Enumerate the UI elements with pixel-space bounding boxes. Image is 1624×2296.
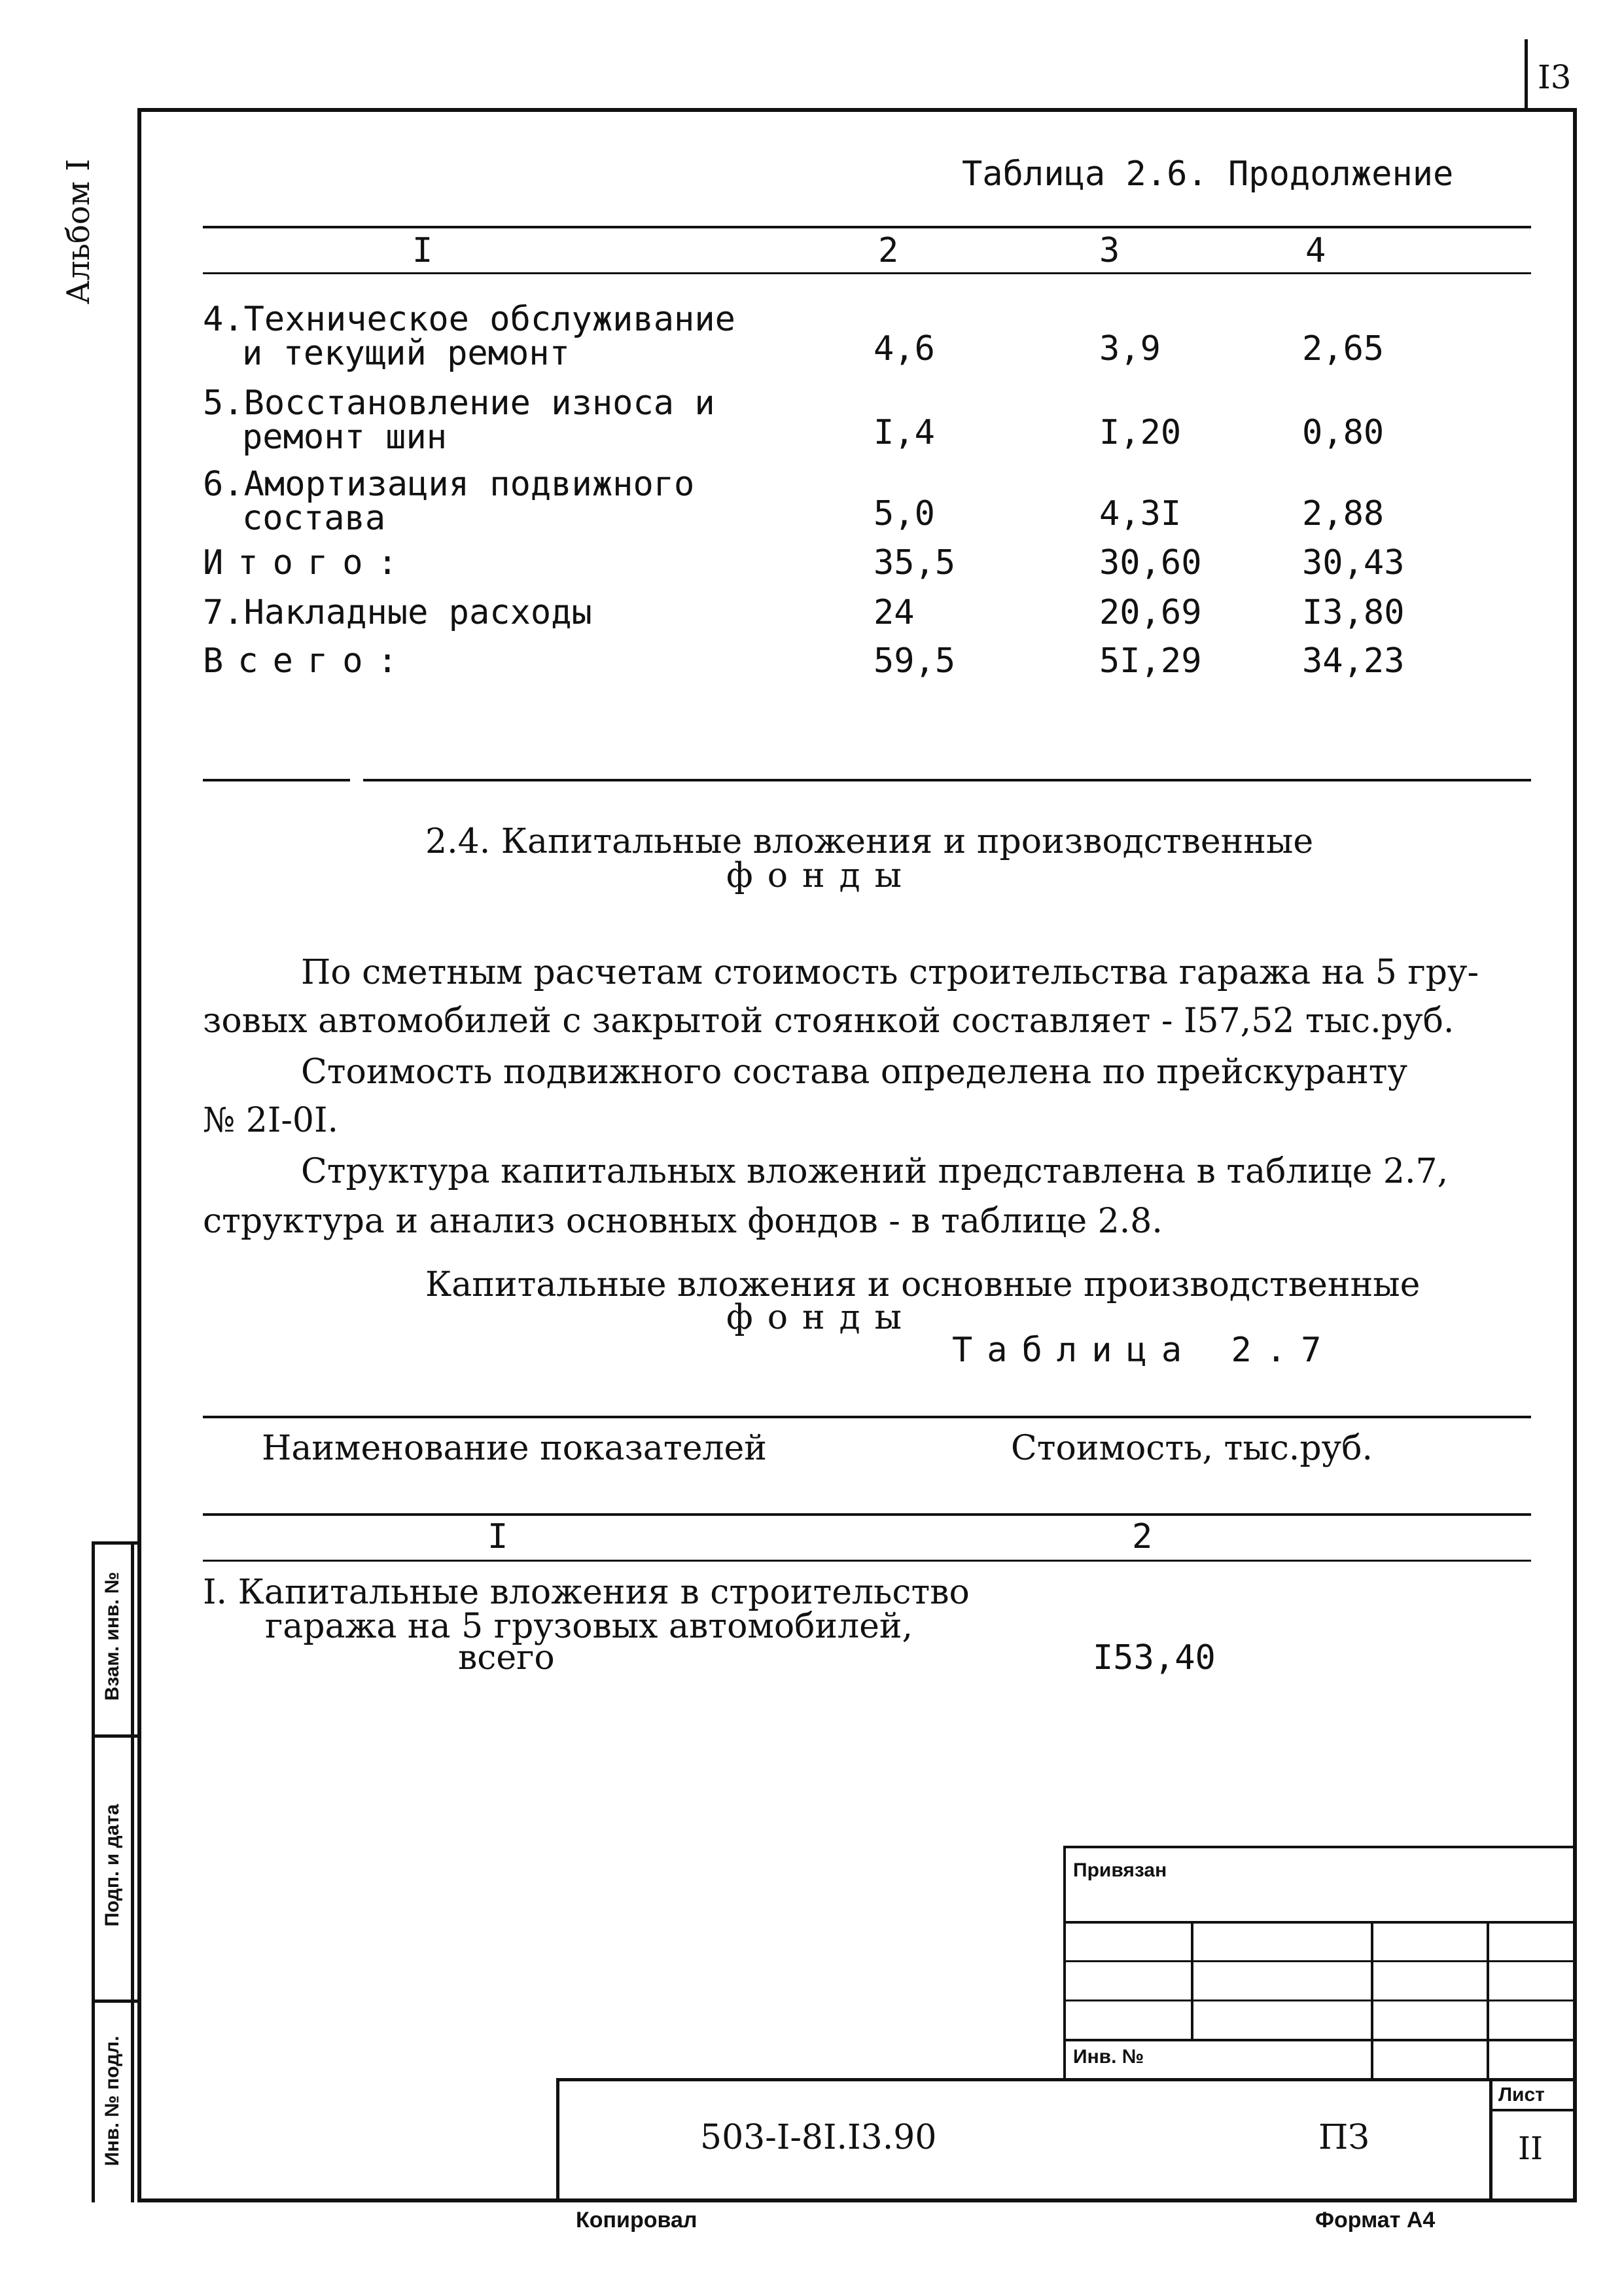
section-title-cont: фонды <box>726 856 917 895</box>
table26-cell: I,4 <box>874 413 935 452</box>
page-number: I3 <box>1538 58 1572 96</box>
body-text: Структура капитальных вложений представлена в таблице 2.7, <box>301 1152 1449 1191</box>
table27-caption: Таблица 2.7 <box>952 1331 1336 1370</box>
table26-header-2: 2 <box>878 231 899 270</box>
body-text: Стоимость подвижного состава определена по прейскуранту <box>301 1052 1408 1092</box>
table26-header-4: 4 <box>1305 231 1326 270</box>
frame-left <box>137 108 141 2202</box>
section-rule-short <box>203 779 350 781</box>
table26-cell: 20,69 <box>1099 593 1202 632</box>
table26-cell: 30,43 <box>1302 543 1405 583</box>
table26-cell: 59,5 <box>874 641 956 681</box>
table26-cell: 3,9 <box>1099 329 1161 368</box>
stamp-row-3 <box>1063 2000 1577 2001</box>
table26-cell: 0,80 <box>1302 413 1385 452</box>
table26-cell: 35,5 <box>874 543 956 583</box>
stamp-row-1 <box>1063 1921 1577 1924</box>
table26-cell: 34,23 <box>1302 641 1405 681</box>
table26-row-label-cont: ремонт шин <box>242 418 448 457</box>
table26-row-label: 5.Восстановление износа и <box>203 384 715 423</box>
footer-format: Формат А4 <box>1315 2208 1436 2233</box>
side-label-vzam: Взам. инв. № <box>101 1571 123 1701</box>
table26-caption: Таблица 2.6. Продолжение <box>962 154 1454 194</box>
table27-row-value: I53,40 <box>1093 1638 1216 1677</box>
table27-row-label-cont: гаража на 5 грузовых автомобилей, <box>265 1607 913 1646</box>
side-label-podp: Подп. и дата <box>101 1804 123 1927</box>
stamp-lower-top <box>556 2078 1577 2081</box>
body-text: По сметным расчетам стоимость строительства гаража на 5 гру- <box>301 953 1479 992</box>
table27-header-name: Наименование показателей <box>262 1429 767 1468</box>
frame-top <box>137 108 1577 112</box>
stamp-upper-top <box>1063 1846 1577 1848</box>
stamp-list-col <box>1489 2078 1492 2202</box>
table26-cell: 5I,29 <box>1099 641 1202 681</box>
table26-row-label: 4.Техническое обслуживание <box>203 300 735 339</box>
table26-cell: 24 <box>874 593 915 632</box>
table26-row-label: Итого: <box>203 543 412 583</box>
frame-right <box>1573 108 1577 2202</box>
table26-header-3: 3 <box>1099 231 1120 270</box>
album-label: Альбом I <box>60 158 97 304</box>
table26-cell: I3,80 <box>1302 593 1405 632</box>
table27-top-rule <box>203 1416 1531 1418</box>
frame-bottom <box>137 2198 1577 2202</box>
table26-row-label-cont: состава <box>242 499 386 538</box>
stamp-row-2 <box>1063 1960 1577 1962</box>
table27-col-1: I <box>487 1517 508 1556</box>
stamp-col-1 <box>1191 1921 1193 2039</box>
page-number-divider <box>1525 39 1528 111</box>
table26-cell: 2,65 <box>1302 329 1385 368</box>
section-rule-long <box>363 779 1531 781</box>
table26-cell: 5,0 <box>874 494 935 533</box>
side-strip-div2 <box>92 2000 137 2003</box>
footer-copied: Копировал <box>576 2208 697 2233</box>
table26-cell: 2,88 <box>1302 494 1385 533</box>
table26-cell: 30,60 <box>1099 543 1202 583</box>
table26-row-label: Всего: <box>203 641 412 681</box>
stamp-col-2 <box>1371 1921 1373 2081</box>
table27-row-label-cont: всего <box>458 1638 555 1677</box>
side-strip-div1 <box>92 1734 137 1738</box>
table27-row-label: I. Капитальные вложения в строительство <box>203 1573 970 1612</box>
table27-col-2: 2 <box>1132 1517 1153 1556</box>
section-title: 2.4. Капитальные вложения и производственные <box>425 822 1314 861</box>
table27-header-rule <box>203 1513 1531 1516</box>
stamp-code: 503-I-8I.I3.90 <box>700 2118 937 2157</box>
side-strip-top <box>92 1541 137 1545</box>
side-label-inv-podl: Инв. № подл. <box>101 2036 123 2166</box>
table26-row-label: 6.Амортизация подвижного <box>203 465 695 504</box>
body-text: № 2I-0I. <box>203 1101 339 1140</box>
stamp-privyazan: Привязан <box>1073 1859 1167 1881</box>
stamp-col-3 <box>1487 1921 1489 2081</box>
body-text: структура и анализ основных фондов - в таблице 2.8. <box>203 1202 1163 1241</box>
table26-top-rule <box>203 226 1531 228</box>
stamp-list-rule <box>1489 2109 1577 2111</box>
table26-row-label-cont: и текущий ремонт <box>242 334 570 373</box>
stamp-upper-left <box>1063 1846 1066 2081</box>
table26-cell: I,20 <box>1099 413 1182 452</box>
table27-title: Капитальные вложения и основные производственные <box>425 1265 1421 1304</box>
stamp-inv-no: Инв. № <box>1073 2046 1144 2068</box>
stamp-doc-type: ПЗ <box>1318 2118 1369 2157</box>
table26-cell: 4,3I <box>1099 494 1182 533</box>
table27-title-cont: фонды <box>726 1298 917 1337</box>
table26-cell: 4,6 <box>874 329 935 368</box>
stamp-list-label: Лист <box>1498 2084 1545 2106</box>
table26-row-label: 7.Накладные расходы <box>203 593 592 632</box>
stamp-lower-left <box>556 2078 559 2202</box>
table27-header-cost: Стоимость, тыс.руб. <box>1011 1429 1373 1468</box>
table27-col-rule <box>203 1560 1531 1562</box>
body-text: зовых автомобилей с закрытой стоянкой составляет - I57,52 тыс.руб. <box>203 1001 1455 1041</box>
table26-header-1: I <box>412 231 433 270</box>
stamp-list-value: II <box>1518 2130 1543 2167</box>
stamp-row-4 <box>1063 2039 1577 2041</box>
table26-header-rule <box>203 272 1531 274</box>
